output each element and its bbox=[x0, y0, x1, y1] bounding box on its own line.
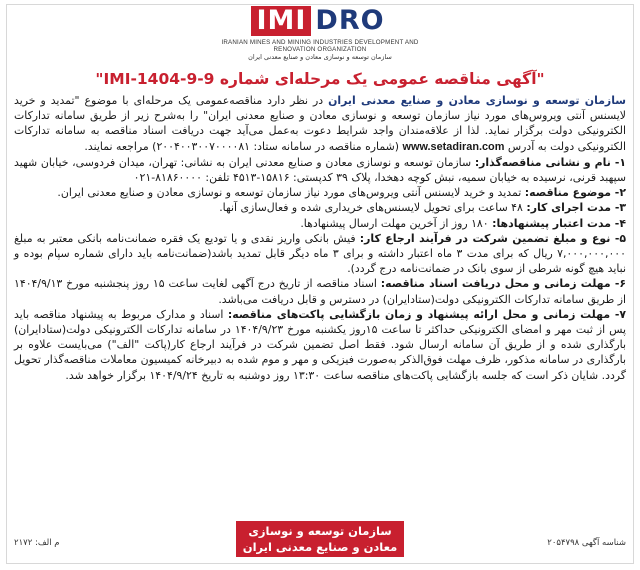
website-link[interactable]: www.setadiran.com bbox=[402, 140, 505, 153]
intro-organization: سازمان توسعه و نوسازی معادن و صنایع معدنی ایران bbox=[328, 94, 627, 107]
intro-text-b: (شماره مناقصه در سامانه ستاد: ۲۰۰۴۰۰۳۰۰۷۰۰۰۰۸۱) مراجعه نمایند. bbox=[84, 139, 403, 153]
item-6 bbox=[14, 276, 626, 306]
footer-line-1: سازمان توسعه و نوسازی bbox=[248, 524, 392, 538]
logo-dro-text: DRO bbox=[315, 5, 385, 36]
footer-line-2: معادن و صنایع معدنی ایران bbox=[242, 540, 398, 554]
item-4-text: ۱۸۰ روز از آخرین مهلت ارسال پیشنهادها. bbox=[300, 216, 493, 230]
item-3-label: ۳- مدت اجرای کار: bbox=[526, 201, 626, 215]
notice-body bbox=[14, 93, 626, 383]
item-5-text: فیش بانکی واریز نقدی و یا تودیع یک فقره ضمانت‌نامه بانکی معتبر به مبلغ ۷,۰۰۰,۰۰۰,۰۰۰ ریال که برای مدت ۳ ماه اعتبار داشته و برای ۳ ماه دیگر قابل تمدید باشد(ضمانت‌نامه باید دارای شماره سپام بوده و نباید هیچ گونه شرطی از سوی بانک در ضمانت‌نامه درج گردد). bbox=[14, 231, 626, 276]
item-1-label: ۱- نام و نشانی مناقصه‌گذار: bbox=[474, 155, 627, 169]
logo-mark bbox=[206, 6, 434, 36]
organization-logo bbox=[206, 6, 434, 64]
item-7-text: اسناد و مدارک مربوط به پیشنهاد مناقصه باید پس از ثبت مهر و امضای الکترونیکی حداکثر تا ساعت ۱۵روز یکشنبه مورخ ۱۴۰۴/۹/۲۳ در سامانه تدارکات الکترونیکی دولت(ستادایران) بارگذاری شده و از طریق آن سامانه ارسال شود. فقط اصل تضمین شرکت در فرآیند ارجاع کار(پاکت "الف") می‌بایست علاوه بر بارگذاری در سامانه مذکور، ظرف مهلت فوق‌الذکر به‌صورت فیزیکی و مهر و موم شده به دبیرخانه کمیسیون معاملات مناقصه‌گذار تحویل گردد. شایان ذکر است که جلسه بازگشایی پاکت‌های مناقصه ساعت ۱۳:۳۰ روز دوشنبه به تاریخ ۱۴۰۴/۹/۲۴ برگزار خواهد شد. bbox=[14, 307, 627, 382]
logo-english-name: IRANIAN MINES AND MINING INDUSTRIES DEVELOPMENT AND RENOVATION ORGANIZATION bbox=[221, 39, 419, 53]
item-4-label: ۴- مدت اعتبار پیشنهادها: bbox=[492, 216, 626, 230]
item-3 bbox=[14, 200, 626, 215]
item-5-label: ۵- نوع و مبلغ تضمین شرکت در فرآیند ارجاع کار: bbox=[359, 231, 626, 245]
footer-organization-box bbox=[236, 521, 404, 557]
logo-imi-text: IMI bbox=[251, 6, 311, 36]
intro-paragraph bbox=[14, 93, 626, 155]
item-7-label: ۷- مهلت زمانی و محل ارائه پیشنهاد و زمان بازگشایی پاکت‌های مناقصه: bbox=[227, 307, 626, 321]
item-6-label: ۶- مهلت زمانی و محل دریافت اسناد مناقصه: bbox=[380, 277, 627, 291]
notice-title: "آگهی مناقصه عمومی یک مرحله‌ای شماره IMI-1404-9-9" bbox=[95, 70, 545, 88]
mf-number: م الف: ۲۱۷۲ bbox=[14, 538, 60, 548]
logo-persian-name: سازمان توسعه و نوسازی معادن و صنایع معدنی ایران bbox=[248, 53, 392, 61]
item-2 bbox=[14, 185, 626, 200]
intro-text-a: در نظر دارد مناقصه‌عمومی یک مرحله‌ای با موضوع "تمدید و خرید لایسنس آنتی ویروس‌های مورد نیاز سازمان توسعه و نوسازی معادن و صنایع معدنی ایران" را به‌شرح زیر از طریق سامانه تدارکات الکترونیکی دولت برگزار نماید. لذا از علاقه‌مندان واجد شرایط دعوت به‌عمل می‌آید جهت دریافت اسناد مناقصه به سامانه تدارکات الکترونیکی دولت به آدرس bbox=[14, 94, 626, 153]
item-1 bbox=[14, 155, 626, 185]
item-7 bbox=[14, 307, 626, 383]
item-1-text: سازمان توسعه و نوسازی معادن و صنایع معدنی ایران به نشانی: تهران، میدان فردوسی، خیابان شهید سپهبد قرنی، نرسیده به خیابان سمیه، نبش کوچه دهخدا، پلاک ۳۹ کدپستی: ۱۵۸۱۶-۴۵۱۳ تلفن: ۸۱۸۶۰۰۰۰-۰۲۱ bbox=[14, 155, 626, 185]
item-3-text: ۴۸ ساعت برای تحویل لایسنس‌های خریداری شده و فعال‌سازی آنها. bbox=[219, 201, 527, 215]
item-4 bbox=[14, 216, 626, 231]
item-2-text: تمدید و خرید لایسنس آنتی ویروس‌های مورد نیاز سازمان توسعه و نوسازی معادن و صنایع معدنی ایران. bbox=[57, 186, 525, 200]
ad-id: شناسه آگهی ۲۰۵۴۷۹۸ bbox=[547, 538, 626, 548]
item-2-label: ۲- موضوع مناقصه: bbox=[524, 186, 626, 200]
item-6-text: اسناد مناقصه از تاریخ درج آگهی لغایت ساعت ۱۵ روز پنجشنبه مورخ ۱۴۰۴/۹/۱۳ از طریق سامانه تدارکات الکترونیکی دولت(ستادایران) در دسترس و قابل دریافت می‌باشد. bbox=[14, 277, 626, 306]
item-5 bbox=[14, 231, 626, 277]
